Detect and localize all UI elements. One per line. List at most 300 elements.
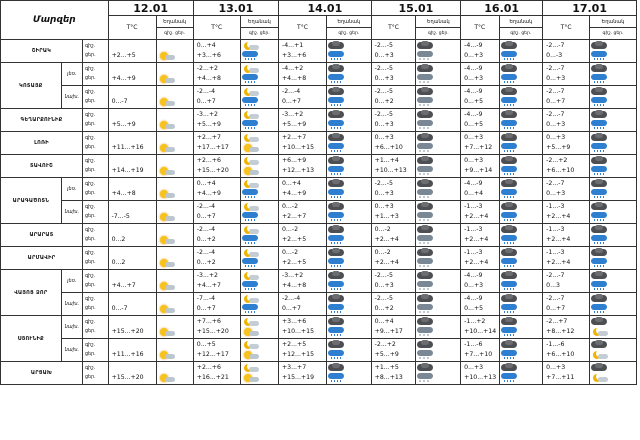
rain-icon	[590, 51, 608, 61]
day-temp: 0...+7	[282, 305, 301, 312]
weather-icon-slot	[500, 179, 543, 189]
dark-icon	[590, 202, 608, 212]
temp-header: T°C	[461, 16, 499, 40]
temp-cell	[193, 86, 240, 109]
weather-icon-slot	[500, 294, 543, 304]
weather-icon-slot	[241, 340, 278, 350]
weather-icon-slot	[416, 327, 460, 337]
rain-icon	[241, 120, 259, 130]
weather-icon-slot	[590, 143, 636, 153]
weather-cell	[499, 40, 543, 63]
weather-icon-slot	[500, 225, 543, 235]
weather-cell	[416, 339, 461, 362]
daynight-cell	[83, 270, 109, 293]
weather-icon-slot	[241, 166, 278, 176]
rain-icon	[241, 189, 259, 199]
weather-icon-slot	[241, 317, 278, 327]
date-header: 17.01	[543, 1, 637, 16]
night-label: գիշ.	[85, 297, 96, 302]
dark-icon	[500, 340, 518, 350]
dark-icon	[416, 41, 434, 51]
night-temp: -4...+1	[282, 42, 304, 49]
weather-icon-slot	[416, 87, 460, 97]
day-subheader: ցեր.	[259, 31, 270, 36]
temp-cell	[371, 86, 416, 109]
weather-icon-slot	[590, 97, 636, 107]
snow-icon	[416, 350, 434, 360]
rain-icon	[500, 120, 518, 130]
night-label: գիշ.	[85, 182, 96, 187]
weather-icon-slot	[590, 179, 636, 189]
weather-icon-slot	[327, 87, 371, 97]
weather-icon-slot	[416, 258, 460, 268]
rain-icon	[327, 373, 345, 383]
weather-icon-slot	[327, 156, 371, 166]
weather-icon-slot	[416, 281, 460, 291]
day-temp: 0...+7	[546, 98, 566, 105]
temp-cell	[279, 63, 327, 86]
night-temp: -2...-4	[196, 203, 216, 210]
weather-icon-slot	[157, 212, 193, 222]
night-temp: -4...-9	[464, 65, 483, 72]
temp-cell	[108, 178, 156, 201]
temp-cell	[543, 339, 590, 362]
dark-icon	[416, 156, 434, 166]
weather-icon-slot	[500, 212, 543, 222]
dark-icon	[500, 202, 518, 212]
dark-icon	[500, 110, 518, 120]
night-temp: 0...+5	[196, 341, 216, 348]
weather-icon-slot	[327, 166, 371, 176]
sun-icon	[241, 143, 259, 153]
night-temp: +1...+5	[374, 364, 399, 371]
rain-icon	[590, 235, 608, 245]
weather-icon-slot	[327, 51, 371, 61]
weather-icon-slot	[241, 212, 278, 222]
rain-icon	[500, 143, 518, 153]
temp-cell	[193, 201, 240, 224]
snow-icon	[416, 166, 434, 176]
weather-icon-slot	[500, 258, 543, 268]
day-temp: +9...+14	[464, 167, 493, 174]
rain-icon	[327, 304, 345, 314]
weather-icon-slot	[241, 225, 278, 235]
weather-icon-slot	[590, 317, 636, 327]
rain-icon	[590, 189, 608, 199]
sun-icon	[157, 97, 175, 107]
table-row	[1, 293, 637, 316]
daynight-cell	[83, 224, 109, 247]
temp-cell	[279, 293, 327, 316]
temp-cell	[279, 40, 327, 63]
night-temp: 0...+4	[282, 180, 301, 187]
weather-icon-slot	[327, 133, 371, 143]
temp-cell	[193, 63, 240, 86]
day-temp: +10...+15	[282, 144, 315, 151]
night-temp: -2...-7	[546, 180, 565, 187]
night-temp: -2...-4	[282, 295, 301, 302]
weather-icon-slot	[500, 281, 543, 291]
weather-icon-slot	[416, 248, 460, 258]
weather-icon-slot	[157, 225, 193, 235]
weather-icon-slot	[590, 304, 636, 314]
temp-cell	[543, 362, 590, 385]
temp-cell	[543, 293, 590, 316]
table-row	[1, 155, 637, 178]
rain-icon	[590, 304, 608, 314]
daynight-cell	[83, 362, 109, 385]
day-temp: 0...+3	[546, 75, 566, 82]
night-subheader: գիշ.	[427, 31, 438, 36]
weather-icon-slot	[241, 363, 278, 373]
rain-icon	[327, 74, 345, 84]
day-temp: 0...+3	[546, 190, 566, 197]
temp-cell	[279, 201, 327, 224]
weather-icon-slot	[416, 271, 460, 281]
weather-icon-slot	[416, 120, 460, 130]
night-temp: +7...+6	[196, 318, 221, 325]
moon-icon	[241, 340, 259, 350]
temp-cell	[108, 339, 156, 362]
weather-icon-slot	[590, 373, 636, 383]
weather-icon-slot	[416, 166, 460, 176]
sun-icon	[157, 51, 175, 61]
dark-icon	[416, 133, 434, 143]
weather-cell	[499, 86, 543, 109]
region-name: ԳԵՂԱՐՔՈՒՆԻՔ	[1, 109, 83, 132]
rain-icon	[241, 74, 259, 84]
weather-icon-slot	[241, 304, 278, 314]
weather-icon-slot	[157, 41, 193, 51]
weather-icon-slot	[241, 258, 278, 268]
weather-cell	[590, 86, 637, 109]
weather-icon-slot	[157, 317, 193, 327]
dark-icon	[500, 317, 518, 327]
temp-cell	[371, 63, 416, 86]
weather-icon-slot	[157, 350, 193, 360]
temp-cell	[371, 224, 416, 247]
day-subheader: ցեր.	[613, 31, 624, 36]
sun-icon	[157, 74, 175, 84]
sun-icon	[157, 212, 175, 222]
night-temp: +3...+7	[282, 364, 307, 371]
weather-icon-slot	[500, 133, 543, 143]
dark-icon	[590, 87, 608, 97]
day-temp: +1...+3	[374, 213, 399, 220]
rain-icon	[500, 189, 518, 199]
night-label: գիշ.	[85, 251, 96, 256]
night-label: գիշ.	[85, 366, 96, 371]
night-temp	[112, 225, 156, 235]
night-temp	[112, 340, 156, 350]
weather-icon-slot	[157, 51, 193, 61]
weather-icon-slot	[241, 327, 278, 337]
region-name: ՍՅՈՒՆԻՔ	[1, 316, 62, 362]
weather-cell	[590, 293, 637, 316]
temp-cell	[193, 109, 240, 132]
weather-cell	[590, 155, 637, 178]
dark-icon	[590, 340, 608, 350]
night-temp	[112, 87, 156, 97]
night-label: գիշ.	[85, 136, 96, 141]
dark-icon	[500, 133, 518, 143]
weather-cell	[590, 362, 637, 385]
weather-cell	[326, 270, 371, 293]
dark-icon	[416, 225, 434, 235]
daynight-cell	[83, 178, 109, 201]
day-temp: +15...+20	[196, 328, 229, 335]
dark-icon	[590, 363, 608, 373]
day-temp: +4...+8	[282, 282, 307, 289]
day-temp: +6...+10	[546, 351, 575, 358]
dark-icon	[590, 225, 608, 235]
temp-cell	[461, 201, 499, 224]
weather-icon-slot	[500, 363, 543, 373]
day-temp: +3...+6	[196, 52, 221, 59]
weather-icon-slot	[157, 87, 193, 97]
night-temp: -7...-4	[196, 295, 216, 302]
rain-icon	[500, 97, 518, 107]
weather-icon-slot	[241, 51, 278, 61]
temp-header: T°C	[371, 16, 416, 40]
temp-cell	[371, 132, 416, 155]
temp-cell	[461, 178, 499, 201]
weather-header: Եղանակ	[499, 16, 543, 28]
weather-cell	[326, 201, 371, 224]
weather-cell	[326, 132, 371, 155]
dark-icon	[416, 110, 434, 120]
weather-icon-slot	[590, 156, 636, 166]
day-temp: +8...+12	[546, 328, 575, 335]
dark-icon	[500, 225, 518, 235]
day-temp: 0...2	[111, 236, 126, 243]
weather-icon-slot	[327, 189, 371, 199]
table-row	[1, 339, 637, 362]
weather-icon-slot	[500, 64, 543, 74]
dark-icon	[500, 248, 518, 258]
weather-cell	[499, 132, 543, 155]
day-temp: 0...+2	[374, 305, 394, 312]
moon-icon	[241, 248, 259, 258]
moon-icon	[241, 179, 259, 189]
rain-icon	[500, 51, 518, 61]
temp-cell	[193, 362, 240, 385]
day-temp: +5...+9	[282, 121, 307, 128]
day-temp: 0...2	[111, 259, 126, 266]
day-label: ցեր.	[85, 191, 96, 196]
night-temp: 0...+4	[196, 42, 216, 49]
weather-cell	[156, 63, 193, 86]
weather-cell	[240, 270, 278, 293]
daynight-cell	[83, 63, 109, 86]
day-subheader: ցեր.	[438, 31, 449, 36]
day-label: ցեր.	[85, 99, 96, 104]
weather-icon-slot	[416, 373, 460, 383]
dark-icon	[416, 87, 434, 97]
temp-cell	[279, 316, 327, 339]
night-temp: 0...+3	[546, 364, 566, 371]
daynight-cell	[83, 155, 109, 178]
rain-icon	[327, 189, 345, 199]
day-label: ցեր.	[85, 53, 96, 58]
rain-icon	[500, 373, 518, 383]
day-label: ցեր.	[85, 214, 96, 219]
dark-icon	[500, 41, 518, 51]
weather-icon-slot	[416, 235, 460, 245]
weather-cell	[416, 40, 461, 63]
temp-cell	[193, 270, 240, 293]
night-temp: 0...+3	[464, 364, 484, 371]
temp-header: T°C	[543, 16, 590, 40]
weather-cell	[240, 109, 278, 132]
dark-icon	[327, 202, 345, 212]
night-temp: -1...-6	[464, 341, 483, 348]
temp-cell	[108, 224, 156, 247]
weather-icon-slot	[241, 41, 278, 51]
night-temp: 0...+3	[546, 134, 566, 141]
subregion-name: լեռ.	[61, 178, 82, 201]
weather-icon-slot	[590, 363, 636, 373]
weather-cell	[156, 270, 193, 293]
weather-icon-slot	[327, 41, 371, 51]
day-temp: +16...+21	[196, 374, 229, 381]
dark-icon	[590, 179, 608, 189]
night-label: գիշ.	[85, 274, 96, 279]
weather-cell	[499, 270, 543, 293]
weather-icon-slot	[500, 97, 543, 107]
weather-cell	[240, 362, 278, 385]
day-temp: +4...+9	[111, 75, 136, 82]
night-temp: 0...-2	[374, 226, 391, 233]
weather-cell	[156, 339, 193, 362]
dark-icon	[327, 87, 345, 97]
weather-icon-slot	[327, 363, 371, 373]
weather-cell	[590, 201, 637, 224]
night-subheader: գիշ.	[602, 31, 613, 36]
day-temp: 0...+7	[196, 305, 216, 312]
moon-icon	[241, 317, 259, 327]
table-row	[1, 63, 637, 86]
night-temp: 0...-2	[282, 249, 299, 256]
moon-icon	[241, 41, 259, 51]
weather-icon-slot	[157, 327, 193, 337]
temp-cell	[461, 224, 499, 247]
weather-icon-slot	[500, 340, 543, 350]
weather-icon-slot	[590, 41, 636, 51]
night-temp	[112, 41, 156, 51]
temp-cell	[371, 247, 416, 270]
weather-icon-slot	[241, 281, 278, 291]
date-header: 15.01	[371, 1, 460, 16]
dark-icon	[500, 64, 518, 74]
rain-icon	[500, 166, 518, 176]
weather-icon-slot	[416, 340, 460, 350]
snow-icon	[416, 51, 434, 61]
weather-icon-slot	[500, 166, 543, 176]
day-temp: 0...+2	[196, 259, 216, 266]
night-temp: -2...-5	[374, 88, 393, 95]
weather-icon-slot	[590, 133, 636, 143]
day-temp: 0...+7	[546, 305, 566, 312]
rain-icon	[590, 74, 608, 84]
weather-icon-slot	[157, 97, 193, 107]
dark-icon	[327, 317, 345, 327]
weather-cell	[326, 155, 371, 178]
day-label: ցեր.	[85, 375, 96, 380]
night-temp	[112, 317, 156, 327]
region-name: ԼՈՌԻ	[1, 132, 83, 155]
temp-cell	[108, 109, 156, 132]
day-temp: +7...+12	[464, 144, 493, 151]
weather-icon-slot	[327, 74, 371, 84]
day-temp: +12...+13	[282, 167, 315, 174]
snow-icon	[416, 281, 434, 291]
sun-icon	[157, 166, 175, 176]
dark-icon	[327, 294, 345, 304]
day-temp: +2...+4	[464, 259, 489, 266]
rain-icon	[500, 304, 518, 314]
day-temp: +5...+9	[546, 144, 571, 151]
weather-cell	[416, 132, 461, 155]
dark-icon	[327, 340, 345, 350]
moon-icon	[241, 87, 259, 97]
weather-icon-slot	[241, 133, 278, 143]
table-row	[1, 132, 637, 155]
temp-cell	[108, 201, 156, 224]
night-temp: -1...-3	[546, 249, 565, 256]
weather-icon-slot	[416, 51, 460, 61]
weather-header: Եղանակ	[590, 16, 637, 28]
dark-icon	[327, 179, 345, 189]
moon-icon	[241, 133, 259, 143]
daynight-cell	[83, 40, 109, 63]
temp-cell	[371, 316, 416, 339]
table-row	[1, 316, 637, 339]
weather-cell	[156, 293, 193, 316]
night-temp: 0...+4	[196, 180, 216, 187]
night-temp: -2...-7	[546, 272, 565, 279]
date-header: 14.01	[279, 1, 372, 16]
night-temp	[112, 202, 156, 212]
sun-icon	[157, 304, 175, 314]
rain-icon	[327, 166, 345, 176]
temp-cell	[461, 316, 499, 339]
temp-cell	[543, 247, 590, 270]
weather-icon-slot	[500, 87, 543, 97]
weather-icon-slot	[590, 327, 636, 337]
weather-icon-slot	[157, 143, 193, 153]
rain-icon	[241, 235, 259, 245]
weather-cell	[156, 247, 193, 270]
day-temp: +4...+9	[196, 190, 221, 197]
day-subheader: ցեր.	[349, 31, 360, 36]
day-temp: +7...+11	[546, 374, 575, 381]
night-temp: -1...-3	[546, 226, 565, 233]
weather-icon-slot	[500, 317, 543, 327]
day-temp: 0...-7	[111, 98, 128, 105]
night-temp	[112, 248, 156, 258]
weather-cell	[156, 201, 193, 224]
rain-icon	[327, 143, 345, 153]
night-temp: 0...-2	[282, 226, 299, 233]
weather-cell	[240, 40, 278, 63]
weather-cell	[156, 316, 193, 339]
day-temp: 0...+3	[464, 52, 484, 59]
weather-cell	[156, 40, 193, 63]
dark-icon	[327, 248, 345, 258]
night-temp	[112, 110, 156, 120]
day-temp: 0...+5	[464, 121, 484, 128]
